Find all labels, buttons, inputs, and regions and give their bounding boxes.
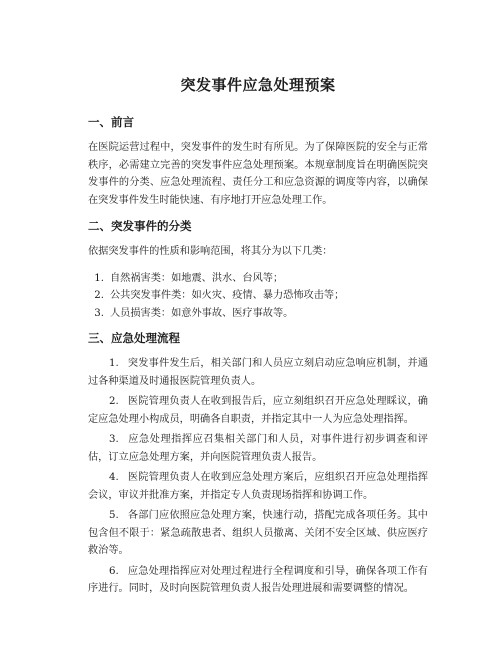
paragraph: 在医院运营过程中，突发事件的发生时有所见。为了保障医院的安全与正常秩序，必需建立完善的突发事件应急处理预案。本规章制度旨在明确医院突发事件的分类、应急处理流程、责任分工和应急资源的调度等内容，以确保在突发事件发生时能快速、有序地打开应急处理工作。 (88, 142, 428, 206)
process-step: 5. 各部门应依照应急处理方案，快速行动，搭配完成各项任务。其中包含但不限于：紧急疏散患者、组织人员撤离、关闭不安全区域、供应医疗救治等。 (88, 510, 428, 556)
process-step: 2. 医院管理负责人在收到报告后，应立刻组织召开应急处理睬议，确定应急处理小构成员，明确各自职责，并指定其中一人为应急处理指挥。 (88, 396, 428, 425)
document-title: 突发事件应急处理预案 (180, 76, 336, 94)
section-preface (88, 114, 428, 209)
paragraph: 依据突发事件的性质和影响范围，将其分为以下几类： (88, 246, 333, 257)
section-heading: 三、应急处理流程 (88, 331, 180, 345)
section-process (88, 330, 428, 598)
process-step: 3. 应急处理指挥应召集相关部门和人员，对事件进行初步调查和评估，订立应急处理方案，并向医院管理负责人报告。 (88, 434, 428, 463)
section-classification (88, 218, 428, 322)
process-step: 1. 突发事件发生后，相关部门和人员应立刻启动应急响应机制，并通过各种渠道及时通报医院管理负责人。 (88, 358, 428, 387)
process-step: 6. 应急处理指挥应对处理过程进行全程调度和引导，确保各项工作有序进行。同时，及时向医院管理负责人报告处理进展和需要调整的情况。 (88, 565, 428, 594)
section-heading: 二、突发事件的分类 (88, 219, 192, 233)
classification-list (88, 270, 428, 323)
process-step: 4. 医院管理负责人在收到应急处理方案后，应组织召开应急处理指挥会议，审议并批准方案，并指定专人负责现场指挥和协调工作。 (88, 472, 428, 501)
section-heading: 一、前言 (88, 115, 134, 129)
list-item: 1. 自然祸害类：如地震、洪水、台风等； (94, 272, 284, 284)
list-item: 3. 人员损害类：如意外事故、医疗事故等。 (94, 307, 294, 319)
list-item: 2. 公共突发事件类：如火灾、疫情、暴力恐怖攻击等； (94, 290, 345, 301)
document-page (88, 74, 428, 604)
